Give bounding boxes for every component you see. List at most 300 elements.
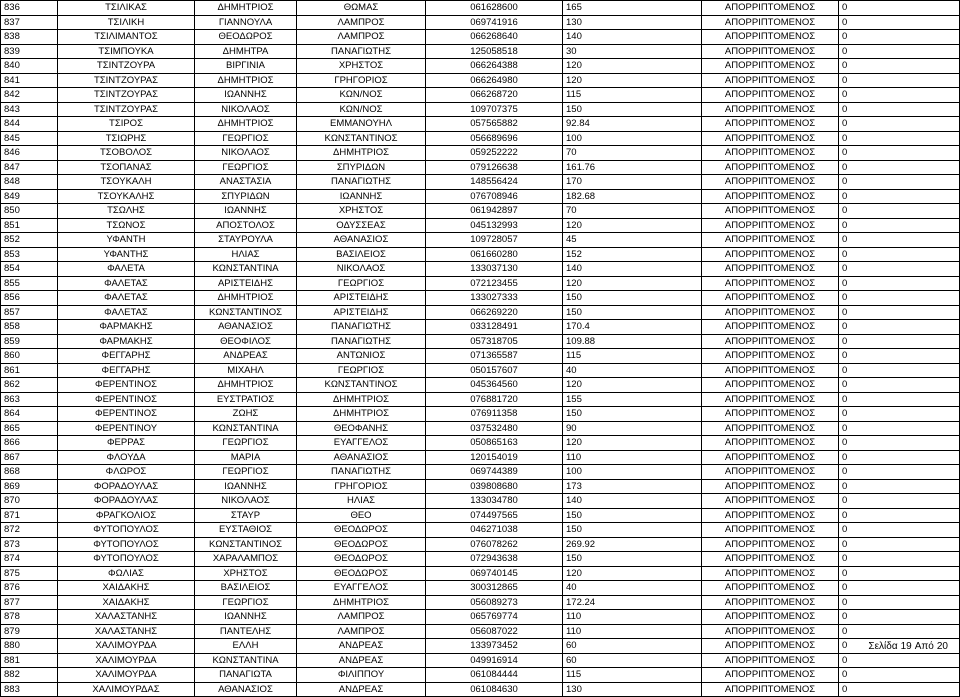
first-name-cell: ΚΩΝΣΤΑΝΤΙΝΑ xyxy=(195,653,297,668)
points-cell: 120 xyxy=(563,59,702,74)
status-cell: ΑΠΟΡΡΙΠΤΟΜΕΝΟΣ xyxy=(702,204,839,219)
points-cell: 150 xyxy=(563,291,702,306)
last-name-cell: ΦΥΤΟΠΟΥΛΟΣ xyxy=(58,523,195,538)
value-cell: 0 xyxy=(839,59,960,74)
id-number-cell: 056689696 xyxy=(426,131,563,146)
table-row xyxy=(1,15,960,30)
last-name-cell: ΤΣΟΒΟΛΟΣ xyxy=(58,146,195,161)
value-cell: 0 xyxy=(839,218,960,233)
points-cell: 120 xyxy=(563,73,702,88)
father-name-cell: ΠΑΝΑΓΙΩΤΗΣ xyxy=(297,334,426,349)
first-name-cell: ΖΩΗΣ xyxy=(195,407,297,422)
father-name-cell: ΕΥΑΓΓΕΛΟΣ xyxy=(297,436,426,451)
table-row xyxy=(1,450,960,465)
id-number-cell: 148556424 xyxy=(426,175,563,190)
id-number-cell: 133037130 xyxy=(426,262,563,277)
status-cell: ΑΠΟΡΡΙΠΤΟΜΕΝΟΣ xyxy=(702,320,839,335)
id-number-cell: 061628600 xyxy=(426,1,563,16)
status-cell: ΑΠΟΡΡΙΠΤΟΜΕΝΟΣ xyxy=(702,146,839,161)
id-number-cell: 076708946 xyxy=(426,189,563,204)
id-number-cell: 133034780 xyxy=(426,494,563,509)
status-cell: ΑΠΟΡΡΙΠΤΟΜΕΝΟΣ xyxy=(702,378,839,393)
status-cell: ΑΠΟΡΡΙΠΤΟΜΕΝΟΣ xyxy=(702,189,839,204)
last-name-cell: ΤΣΙΝΤΖΟΥΡΑΣ xyxy=(58,73,195,88)
value-cell: 0 xyxy=(839,175,960,190)
points-cell: 60 xyxy=(563,653,702,668)
father-name-cell: ΑΝΔΡΕΑΣ xyxy=(297,653,426,668)
points-cell: 92.84 xyxy=(563,117,702,132)
father-name-cell: ΘΕΟΔΩΡΟΣ xyxy=(297,523,426,538)
first-name-cell: ΚΩΝΣΤΑΝΤΙΝΟΣ xyxy=(195,305,297,320)
points-cell: 110 xyxy=(563,450,702,465)
record-id-cell: 873 xyxy=(1,537,58,552)
id-number-cell: 076078262 xyxy=(426,537,563,552)
page-number: 19 xyxy=(900,641,912,652)
value-cell: 0 xyxy=(839,624,960,639)
points-cell: 161.76 xyxy=(563,160,702,175)
table-row xyxy=(1,552,960,567)
of-label: Από xyxy=(914,641,934,652)
id-number-cell: 120154019 xyxy=(426,450,563,465)
id-number-cell: 033128491 xyxy=(426,320,563,335)
first-name-cell: ΕΛΛΗ xyxy=(195,639,297,654)
points-cell: 150 xyxy=(563,407,702,422)
first-name-cell: ΗΛΙΑΣ xyxy=(195,247,297,262)
first-name-cell: ΑΝΑΣΤΑΣΙΑ xyxy=(195,175,297,190)
record-id-cell: 859 xyxy=(1,334,58,349)
status-cell: ΑΠΟΡΡΙΠΤΟΜΕΝΟΣ xyxy=(702,160,839,175)
father-name-cell: ΛΑΜΠΡΟΣ xyxy=(297,610,426,625)
status-cell: ΑΠΟΡΡΙΠΤΟΜΕΝΟΣ xyxy=(702,349,839,364)
table-row xyxy=(1,334,960,349)
table-row xyxy=(1,131,960,146)
points-cell: 170 xyxy=(563,175,702,190)
table-row xyxy=(1,117,960,132)
points-cell: 120 xyxy=(563,276,702,291)
last-name-cell: ΦΑΛΕΤΑ xyxy=(58,262,195,277)
table-row xyxy=(1,247,960,262)
record-id-cell: 854 xyxy=(1,262,58,277)
first-name-cell: ΑΠΟΣΤΟΛΟΣ xyxy=(195,218,297,233)
first-name-cell: ΙΩΑΝΝΗΣ xyxy=(195,88,297,103)
last-name-cell: ΦΟΡΑΔΟΥΛΑΣ xyxy=(58,494,195,509)
last-name-cell: ΦΥΤΟΠΟΥΛΟΣ xyxy=(58,552,195,567)
value-cell: 0 xyxy=(839,247,960,262)
father-name-cell: ΘΕΟΦΑΝΗΣ xyxy=(297,421,426,436)
first-name-cell: ΚΩΝΣΤΑΝΤΙΝΑ xyxy=(195,421,297,436)
last-name-cell: ΤΣΩΛΗΣ xyxy=(58,204,195,219)
table-row xyxy=(1,102,960,117)
table-row xyxy=(1,668,960,683)
table-row xyxy=(1,276,960,291)
id-number-cell: 109728057 xyxy=(426,233,563,248)
father-name-cell: ΝΙΚΟΛΑΟΣ xyxy=(297,262,426,277)
record-id-cell: 843 xyxy=(1,102,58,117)
id-number-cell: 072123455 xyxy=(426,276,563,291)
id-number-cell: 049916914 xyxy=(426,653,563,668)
id-number-cell: 045132993 xyxy=(426,218,563,233)
status-cell: ΑΠΟΡΡΙΠΤΟΜΕΝΟΣ xyxy=(702,581,839,596)
id-number-cell: 059252222 xyxy=(426,146,563,161)
value-cell: 0 xyxy=(839,668,960,683)
last-name-cell: ΤΣΙΝΤΖΟΥΡΑ xyxy=(58,59,195,74)
table-row xyxy=(1,146,960,161)
value-cell: 0 xyxy=(839,682,960,697)
father-name-cell: ΠΑΝΑΓΙΩΤΗΣ xyxy=(297,175,426,190)
first-name-cell: ΜΑΡΙΑ xyxy=(195,450,297,465)
father-name-cell: ΟΔΥΣΣΕΑΣ xyxy=(297,218,426,233)
id-number-cell: 074497565 xyxy=(426,508,563,523)
points-cell: 110 xyxy=(563,624,702,639)
father-name-cell: ΚΩΝΣΤΑΝΤΙΝΟΣ xyxy=(297,131,426,146)
points-cell: 90 xyxy=(563,421,702,436)
last-name-cell: ΧΑΙΔΑΚΗΣ xyxy=(58,595,195,610)
last-name-cell: ΤΣΟΥΚΑΛΗΣ xyxy=(58,189,195,204)
record-id-cell: 866 xyxy=(1,436,58,451)
status-cell: ΑΠΟΡΡΙΠΤΟΜΕΝΟΣ xyxy=(702,15,839,30)
value-cell: 0 xyxy=(839,581,960,596)
status-cell: ΑΠΟΡΡΙΠΤΟΜΕΝΟΣ xyxy=(702,1,839,16)
first-name-cell: ΜΙΧΑΗΛ xyxy=(195,363,297,378)
id-number-cell: 066264980 xyxy=(426,73,563,88)
status-cell: ΑΠΟΡΡΙΠΤΟΜΕΝΟΣ xyxy=(702,523,839,538)
status-cell: ΑΠΟΡΡΙΠΤΟΜΕΝΟΣ xyxy=(702,566,839,581)
father-name-cell: ΧΡΗΣΤΟΣ xyxy=(297,59,426,74)
father-name-cell: ΠΑΝΑΓΙΩΤΗΣ xyxy=(297,320,426,335)
record-id-cell: 850 xyxy=(1,204,58,219)
points-cell: 115 xyxy=(563,668,702,683)
status-cell: ΑΠΟΡΡΙΠΤΟΜΕΝΟΣ xyxy=(702,334,839,349)
last-name-cell: ΧΑΛΙΜΟΥΡΔΑ xyxy=(58,668,195,683)
last-name-cell: ΦΕΡΕΝΤΙΝΟΣ xyxy=(58,407,195,422)
record-id-cell: 867 xyxy=(1,450,58,465)
first-name-cell: ΑΘΑΝΑΣΙΟΣ xyxy=(195,320,297,335)
record-id-cell: 840 xyxy=(1,59,58,74)
id-number-cell: 079126638 xyxy=(426,160,563,175)
record-id-cell: 851 xyxy=(1,218,58,233)
value-cell: 0 xyxy=(839,363,960,378)
father-name-cell: ΑΡΙΣΤΕΙΔΗΣ xyxy=(297,291,426,306)
value-cell: 0 xyxy=(839,639,960,654)
value-cell: 0 xyxy=(839,334,960,349)
points-cell: 140 xyxy=(563,262,702,277)
id-number-cell: 076911358 xyxy=(426,407,563,422)
first-name-cell: ΝΙΚΟΛΑΟΣ xyxy=(195,102,297,117)
status-cell: ΑΠΟΡΡΙΠΤΟΜΕΝΟΣ xyxy=(702,465,839,480)
record-id-cell: 883 xyxy=(1,682,58,697)
table-row xyxy=(1,610,960,625)
father-name-cell: ΣΠΥΡΙΔΩΝ xyxy=(297,160,426,175)
record-id-cell: 871 xyxy=(1,508,58,523)
id-number-cell: 133027333 xyxy=(426,291,563,306)
value-cell: 0 xyxy=(839,392,960,407)
id-number-cell: 066268640 xyxy=(426,30,563,45)
record-id-cell: 857 xyxy=(1,305,58,320)
last-name-cell: ΤΣΙΛΙΚΑΣ xyxy=(58,1,195,16)
value-cell: 0 xyxy=(839,102,960,117)
table-row xyxy=(1,581,960,596)
status-cell: ΑΠΟΡΡΙΠΤΟΜΕΝΟΣ xyxy=(702,450,839,465)
status-cell: ΑΠΟΡΡΙΠΤΟΜΕΝΟΣ xyxy=(702,247,839,262)
last-name-cell: ΦΕΡΕΝΤΙΝΟΥ xyxy=(58,421,195,436)
record-id-cell: 841 xyxy=(1,73,58,88)
record-id-cell: 847 xyxy=(1,160,58,175)
value-cell: 0 xyxy=(839,291,960,306)
father-name-cell: ΑΝΔΡΕΑΣ xyxy=(297,639,426,654)
value-cell: 0 xyxy=(839,421,960,436)
last-name-cell: ΦΕΡΕΝΤΙΝΟΣ xyxy=(58,378,195,393)
table-row xyxy=(1,537,960,552)
last-name-cell: ΧΑΙΔΑΚΗΣ xyxy=(58,581,195,596)
status-cell: ΑΠΟΡΡΙΠΤΟΜΕΝΟΣ xyxy=(702,668,839,683)
points-cell: 115 xyxy=(563,88,702,103)
status-cell: ΑΠΟΡΡΙΠΤΟΜΕΝΟΣ xyxy=(702,595,839,610)
last-name-cell: ΦΛΩΡΟΣ xyxy=(58,465,195,480)
id-number-cell: 066268720 xyxy=(426,88,563,103)
record-id-cell: 837 xyxy=(1,15,58,30)
last-name-cell: ΤΣΙΩΡΗΣ xyxy=(58,131,195,146)
last-name-cell: ΦΕΓΓΑΡΗΣ xyxy=(58,363,195,378)
father-name-cell: ΠΑΝΑΓΙΩΤΗΣ xyxy=(297,44,426,59)
points-cell: 150 xyxy=(563,102,702,117)
table-row xyxy=(1,233,960,248)
points-cell: 150 xyxy=(563,552,702,567)
first-name-cell: ΓΕΩΡΓΙΟΣ xyxy=(195,465,297,480)
status-cell: ΑΠΟΡΡΙΠΤΟΜΕΝΟΣ xyxy=(702,262,839,277)
value-cell: 0 xyxy=(839,378,960,393)
id-number-cell: 050865163 xyxy=(426,436,563,451)
page-footer xyxy=(865,641,948,652)
father-name-cell: ΚΩΝ/ΝΟΣ xyxy=(297,102,426,117)
father-name-cell: ΓΡΗΓΟΡΙΟΣ xyxy=(297,479,426,494)
page-label: Σελίδα xyxy=(868,641,898,652)
father-name-cell: ΕΜΜΑΝΟΥΗΛ xyxy=(297,117,426,132)
value-cell: 0 xyxy=(839,276,960,291)
status-cell: ΑΠΟΡΡΙΠΤΟΜΕΝΟΣ xyxy=(702,117,839,132)
father-name-cell: ΕΥΑΓΓΕΛΟΣ xyxy=(297,581,426,596)
status-cell: ΑΠΟΡΡΙΠΤΟΜΕΝΟΣ xyxy=(702,610,839,625)
table-row xyxy=(1,363,960,378)
first-name-cell: ΚΩΝΣΤΑΝΤΙΝΟΣ xyxy=(195,537,297,552)
table-row xyxy=(1,320,960,335)
last-name-cell: ΦΑΛΕΤΑΣ xyxy=(58,291,195,306)
record-id-cell: 862 xyxy=(1,378,58,393)
record-id-cell: 878 xyxy=(1,610,58,625)
last-name-cell: ΧΑΛΙΜΟΥΡΔΑ xyxy=(58,653,195,668)
status-cell: ΑΠΟΡΡΙΠΤΟΜΕΝΟΣ xyxy=(702,363,839,378)
father-name-cell: ΛΑΜΠΡΟΣ xyxy=(297,30,426,45)
points-cell: 70 xyxy=(563,146,702,161)
id-number-cell: 066264388 xyxy=(426,59,563,74)
father-name-cell: ΦΙΛΙΠΠΟΥ xyxy=(297,668,426,683)
id-number-cell: 125058518 xyxy=(426,44,563,59)
id-number-cell: 061084444 xyxy=(426,668,563,683)
points-cell: 60 xyxy=(563,639,702,654)
record-id-cell: 836 xyxy=(1,1,58,16)
status-cell: ΑΠΟΡΡΙΠΤΟΜΕΝΟΣ xyxy=(702,305,839,320)
first-name-cell: ΘΕΟΦΙΛΟΣ xyxy=(195,334,297,349)
value-cell: 0 xyxy=(839,479,960,494)
record-id-cell: 865 xyxy=(1,421,58,436)
father-name-cell: ΘΩΜΑΣ xyxy=(297,1,426,16)
father-name-cell: ΚΩΝΣΤΑΝΤΙΝΟΣ xyxy=(297,378,426,393)
table-row xyxy=(1,44,960,59)
points-cell: 45 xyxy=(563,233,702,248)
last-name-cell: ΦΛΟΥΔΑ xyxy=(58,450,195,465)
id-number-cell: 069741916 xyxy=(426,15,563,30)
id-number-cell: 072943638 xyxy=(426,552,563,567)
first-name-cell: ΓΕΩΡΓΙΟΣ xyxy=(195,595,297,610)
status-cell: ΑΠΟΡΡΙΠΤΟΜΕΝΟΣ xyxy=(702,291,839,306)
id-number-cell: 056087022 xyxy=(426,624,563,639)
id-number-cell: 066269220 xyxy=(426,305,563,320)
last-name-cell: ΧΑΛΙΜΟΥΡΔΑΣ xyxy=(58,682,195,697)
value-cell: 0 xyxy=(839,305,960,320)
id-number-cell: 061660280 xyxy=(426,247,563,262)
first-name-cell: ΓΙΑΝΝΟΥΛΑ xyxy=(195,15,297,30)
father-name-cell: ΛΑΜΠΡΟΣ xyxy=(297,15,426,30)
table-row xyxy=(1,639,960,654)
id-number-cell: 061942897 xyxy=(426,204,563,219)
first-name-cell: ΔΗΜΗΤΡΙΟΣ xyxy=(195,117,297,132)
id-number-cell: 045364560 xyxy=(426,378,563,393)
value-cell: 0 xyxy=(839,160,960,175)
table-row xyxy=(1,566,960,581)
id-number-cell: 109707375 xyxy=(426,102,563,117)
value-cell: 0 xyxy=(839,73,960,88)
value-cell: 0 xyxy=(839,450,960,465)
id-number-cell: 071365587 xyxy=(426,349,563,364)
status-cell: ΑΠΟΡΡΙΠΤΟΜΕΝΟΣ xyxy=(702,421,839,436)
father-name-cell: ΚΩΝ/ΝΟΣ xyxy=(297,88,426,103)
points-cell: 40 xyxy=(563,363,702,378)
value-cell: 0 xyxy=(839,566,960,581)
table-row xyxy=(1,378,960,393)
points-cell: 120 xyxy=(563,436,702,451)
points-cell: 173 xyxy=(563,479,702,494)
value-cell: 0 xyxy=(839,1,960,16)
value-cell: 0 xyxy=(839,15,960,30)
points-cell: 182.68 xyxy=(563,189,702,204)
points-cell: 120 xyxy=(563,218,702,233)
value-cell: 0 xyxy=(839,436,960,451)
father-name-cell: ΘΕΟΔΩΡΟΣ xyxy=(297,566,426,581)
points-cell: 130 xyxy=(563,682,702,697)
status-cell: ΑΠΟΡΡΙΠΤΟΜΕΝΟΣ xyxy=(702,44,839,59)
value-cell: 0 xyxy=(839,465,960,480)
record-id-cell: 882 xyxy=(1,668,58,683)
first-name-cell: ΓΕΩΡΓΙΟΣ xyxy=(195,160,297,175)
table-row xyxy=(1,59,960,74)
table-row xyxy=(1,30,960,45)
father-name-cell: ΧΡΗΣΤΟΣ xyxy=(297,204,426,219)
record-id-cell: 879 xyxy=(1,624,58,639)
points-cell: 109.88 xyxy=(563,334,702,349)
last-name-cell: ΤΣΙΜΠΟΥΚΑ xyxy=(58,44,195,59)
last-name-cell: ΧΑΛΑΣΤΑΝΗΣ xyxy=(58,610,195,625)
last-name-cell: ΦΑΛΕΤΑΣ xyxy=(58,305,195,320)
value-cell: 0 xyxy=(839,494,960,509)
record-id-cell: 880 xyxy=(1,639,58,654)
father-name-cell: ΙΩΑΝΝΗΣ xyxy=(297,189,426,204)
id-number-cell: 065769774 xyxy=(426,610,563,625)
points-cell: 130 xyxy=(563,15,702,30)
father-name-cell: ΘΕΟ xyxy=(297,508,426,523)
status-cell: ΑΠΟΡΡΙΠΤΟΜΕΝΟΣ xyxy=(702,233,839,248)
record-id-cell: 848 xyxy=(1,175,58,190)
id-number-cell: 076881720 xyxy=(426,392,563,407)
points-cell: 172.24 xyxy=(563,595,702,610)
value-cell: 0 xyxy=(839,146,960,161)
id-number-cell: 300312865 xyxy=(426,581,563,596)
points-cell: 100 xyxy=(563,465,702,480)
value-cell: 0 xyxy=(839,88,960,103)
father-name-cell: ΘΕΟΔΩΡΟΣ xyxy=(297,537,426,552)
last-name-cell: ΦΕΓΓΑΡΗΣ xyxy=(58,349,195,364)
points-cell: 140 xyxy=(563,494,702,509)
father-name-cell: ΑΝΔΡΕΑΣ xyxy=(297,682,426,697)
points-cell: 170.4 xyxy=(563,320,702,335)
status-cell: ΑΠΟΡΡΙΠΤΟΜΕΝΟΣ xyxy=(702,407,839,422)
father-name-cell: ΓΕΩΡΓΙΟΣ xyxy=(297,276,426,291)
status-cell: ΑΠΟΡΡΙΠΤΟΜΕΝΟΣ xyxy=(702,88,839,103)
table-row xyxy=(1,305,960,320)
table-row xyxy=(1,204,960,219)
id-number-cell: 037532480 xyxy=(426,421,563,436)
table-row xyxy=(1,73,960,88)
table-row xyxy=(1,349,960,364)
last-name-cell: ΦΟΡΑΔΟΥΛΑΣ xyxy=(58,479,195,494)
record-id-cell: 860 xyxy=(1,349,58,364)
first-name-cell: ΓΕΩΡΓΙΟΣ xyxy=(195,436,297,451)
value-cell: 0 xyxy=(839,537,960,552)
points-cell: 269.92 xyxy=(563,537,702,552)
id-number-cell: 039808680 xyxy=(426,479,563,494)
points-cell: 140 xyxy=(563,30,702,45)
status-cell: ΑΠΟΡΡΙΠΤΟΜΕΝΟΣ xyxy=(702,624,839,639)
value-cell: 0 xyxy=(839,131,960,146)
id-number-cell: 057318705 xyxy=(426,334,563,349)
value-cell: 0 xyxy=(839,349,960,364)
record-id-cell: 846 xyxy=(1,146,58,161)
table-row xyxy=(1,494,960,509)
record-id-cell: 853 xyxy=(1,247,58,262)
first-name-cell: ΧΑΡΑΛΑΜΠΟΣ xyxy=(195,552,297,567)
first-name-cell: ΓΕΩΡΓΙΟΣ xyxy=(195,131,297,146)
record-id-cell: 855 xyxy=(1,276,58,291)
value-cell: 0 xyxy=(839,552,960,567)
table-row xyxy=(1,436,960,451)
status-cell: ΑΠΟΡΡΙΠΤΟΜΕΝΟΣ xyxy=(702,508,839,523)
value-cell: 0 xyxy=(839,189,960,204)
last-name-cell: ΦΡΑΓΚΟΛΙΟΣ xyxy=(58,508,195,523)
last-name-cell: ΦΑΛΕΤΑΣ xyxy=(58,276,195,291)
status-cell: ΑΠΟΡΡΙΠΤΟΜΕΝΟΣ xyxy=(702,552,839,567)
records-table-body xyxy=(1,1,960,697)
value-cell: 0 xyxy=(839,262,960,277)
first-name-cell: ΣΠΥΡΙΔΩΝ xyxy=(195,189,297,204)
value-cell: 0 xyxy=(839,44,960,59)
last-name-cell: ΤΣΟΠΑΝΑΣ xyxy=(58,160,195,175)
first-name-cell: ΠΑΝΤΕΛΗΣ xyxy=(195,624,297,639)
table-row xyxy=(1,218,960,233)
last-name-cell: ΤΣΙΡΟΣ xyxy=(58,117,195,132)
last-name-cell: ΤΣΙΝΤΖΟΥΡΑΣ xyxy=(58,102,195,117)
first-name-cell: ΔΗΜΗΤΡΙΟΣ xyxy=(195,378,297,393)
table-row xyxy=(1,175,960,190)
record-id-cell: 856 xyxy=(1,291,58,306)
table-row xyxy=(1,479,960,494)
